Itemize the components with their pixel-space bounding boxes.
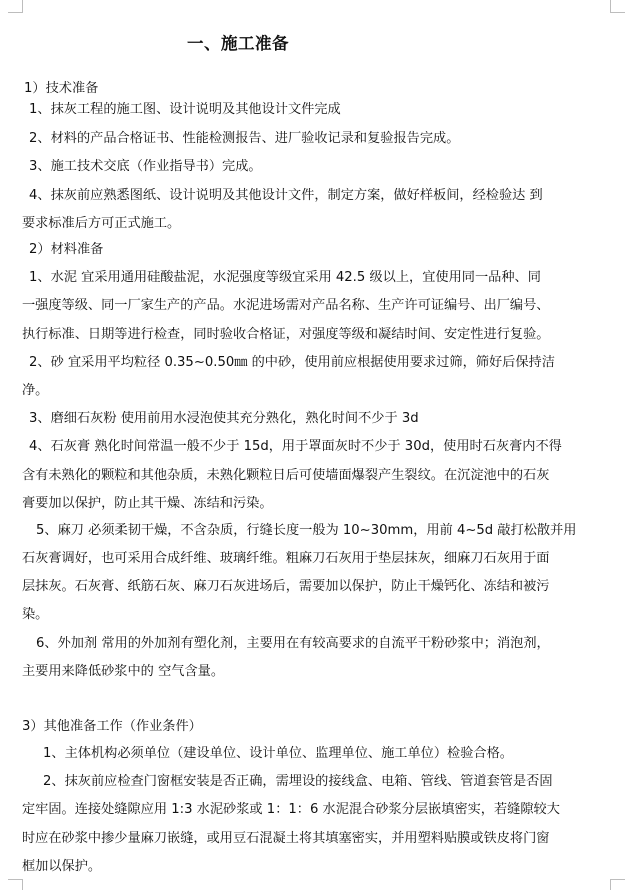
- page-corner-mark: [8, 879, 23, 890]
- text-line: 2、砂 宜采用平均粒径 0.35~0.50㎜ 的中砂，使用前应根据使用要求过筛，筛好后保持洁: [29, 355, 555, 370]
- text-line: 染。: [22, 607, 49, 622]
- text-line: 含有未熟化的颗粒和其他杂质，未熟化颗粒日后可使墙面爆裂产生裂纹。在沉淀池中的石灰: [22, 468, 550, 483]
- subsection-heading: 2）材料准备: [29, 242, 104, 257]
- text-line: 2、抹灰前应检查门窗框安装是否正确，需埋设的接线盒、电箱、管线、管道套管是否固: [43, 774, 553, 789]
- text-line: 膏要加以保护，防止其干燥、冻结和污染。: [22, 496, 273, 511]
- text-line: 一强度等级、同一厂家生产的产品。水泥进场需对产品名称、生产许可证编号、出厂编号、: [22, 298, 550, 313]
- text-line: 6、外加剂 常用的外加剂有塑化剂，主要用在有较高要求的自流平干粉砂浆中；消泡剂，: [36, 636, 550, 651]
- text-line: 2、材料的产品合格证书、性能检测报告、进厂验收记录和复验报告完成。: [29, 131, 460, 146]
- text-line: 主要用来降低砂浆中的 空气含量。: [22, 664, 225, 679]
- page-corner-mark: [610, 0, 625, 13]
- text-line: 1、抹灰工程的施工图、设计说明及其他设计文件完成: [29, 102, 341, 117]
- text-line: 定牢固。连接处缝隙应用 1:3 水泥砂浆或 1：1：6 水泥混合砂浆分层嵌填密实，若缝隙较大: [22, 802, 560, 817]
- text-line: 1、水泥 宜采用通用硅酸盐泥，水泥强度等级宜采用 42.5 级以上，宜使用同一品种、同: [29, 270, 541, 285]
- page-corner-mark: [8, 0, 23, 13]
- text-line: 时应在砂浆中掺少量麻刀嵌缝，或用豆石混凝土将其填塞密实，并用塑料贴膜或铁皮将门窗: [22, 831, 550, 846]
- text-line: 层抹灰。石灰膏、纸筋石灰、麻刀石灰进场后，需要加以保护，防止干燥钙化、冻结和被污: [22, 579, 550, 594]
- subsection-heading: 3）其他准备工作（作业条件）: [22, 719, 202, 734]
- text-line: 执行标准、日期等进行检查，同时验收合格证，对强度等级和凝结时间、安定性进行复验。: [22, 327, 550, 342]
- text-line: 框加以保护。: [22, 859, 102, 874]
- subsection-heading: 1）技术准备: [24, 81, 99, 96]
- text-line: 净。: [22, 383, 49, 398]
- text-line: 3、磨细石灰粉 使用前用水浸泡使其充分熟化，熟化时间不少于 3d: [29, 411, 419, 426]
- text-line: 1、主体机构必须单位（建设单位、设计单位、监理单位、施工单位）检验合格。: [43, 746, 513, 761]
- text-line: 石灰膏调好，也可采用合成纤维、玻璃纤维。粗麻刀石灰用于垫层抹灰，细麻刀石灰用于面: [22, 551, 550, 566]
- page-corner-mark: [610, 879, 625, 890]
- text-line: 要求标准后方可正式施工。: [22, 216, 181, 231]
- section-title: 一、施工准备: [187, 34, 289, 53]
- text-line: 3、施工技术交底（作业指导书）完成。: [29, 159, 262, 174]
- text-line: 4、石灰膏 熟化时间常温一般不少于 15d，用于罩面灰时不少于 30d，使用时石灰膏内不得: [29, 439, 562, 454]
- text-line: 4、抹灰前应熟悉图纸、设计说明及其他设计文件，制定方案，做好样板间，经检验达 到: [29, 188, 543, 203]
- text-line: 5、麻刀 必须柔韧干燥，不含杂质，行缝长度一般为 10~30mm，用前 4~5d 敲打松散并用: [36, 523, 577, 538]
